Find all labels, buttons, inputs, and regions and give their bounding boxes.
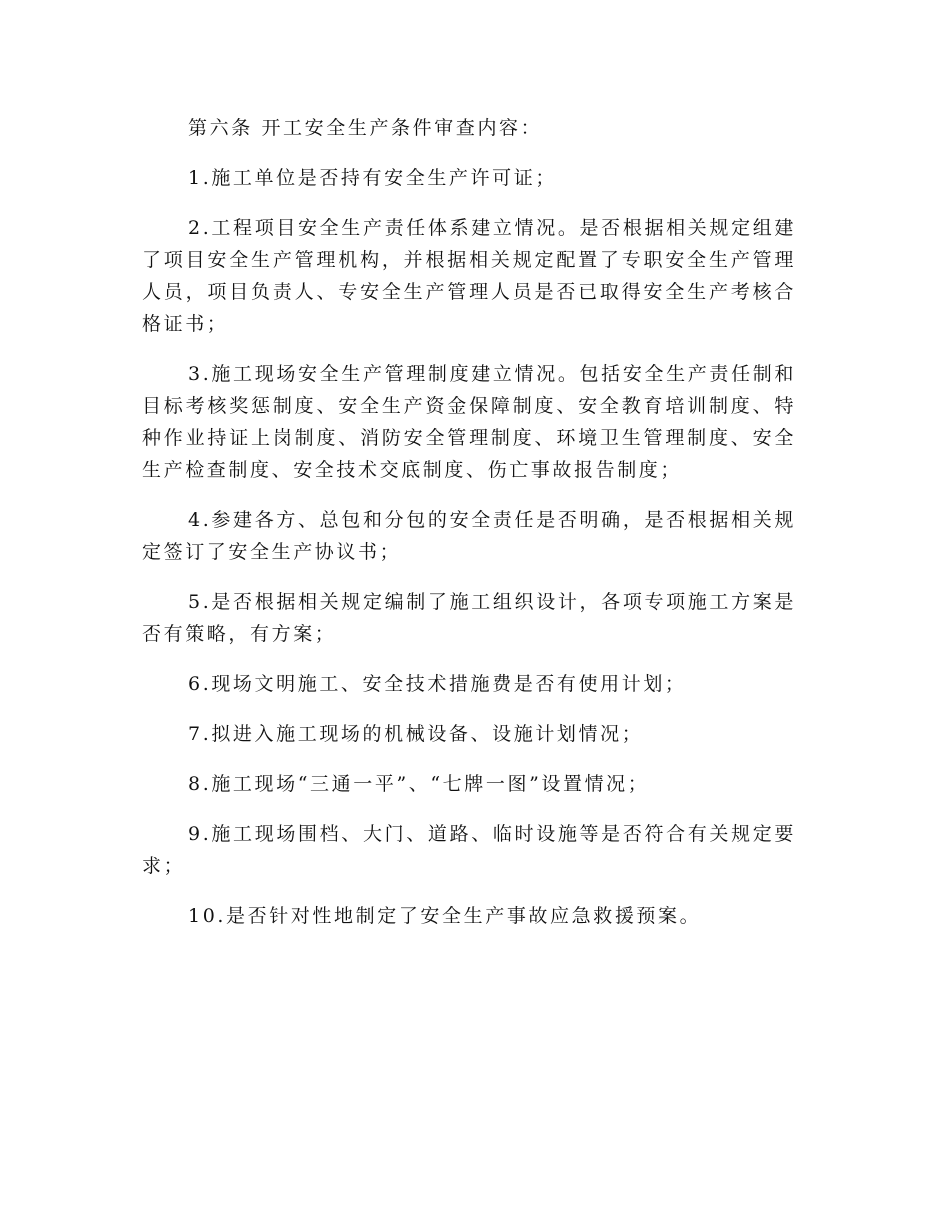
- list-item-10: 10.是否针对性地制定了安全生产事故应急救援预案。: [188, 905, 702, 927]
- list-item-2: 2.工程项目安全生产责任体系建立情况。是否根据相关规定组建了项目安全生产管理机构，并根据相关规定配置了专职安全生产管理人员，项目负责人、专安全生产管理人员是否已取得安全生产考核合格证书；: [142, 217, 796, 335]
- list-item-8: 8.施工现场“三通一平”、“七牌一图”设置情况；: [188, 773, 650, 795]
- list-item-6: 6.现场文明施工、安全技术措施费是否有使用计划；: [188, 673, 687, 695]
- list-item-1: 1.施工单位是否持有安全生产许可证；: [188, 167, 557, 189]
- document-body: [142, 112, 796, 950]
- list-item-5: 5.是否根据相关规定编制了施工组织设计，各项专项施工方案是否有策略，有方案；: [142, 591, 796, 645]
- list-item-3: 3.施工现场安全生产管理制度建立情况。包括安全生产责任制和目标考核奖惩制度、安全生产资金保障制度、安全教育培训制度、特种作业持证上岗制度、消防安全管理制度、环境卫生管理制度、安全生产检查制度、安全技术交底制度、伤亡事故报告制度；: [142, 363, 796, 481]
- list-item-7: 7.拟进入施工现场的机械设备、设施计划情况；: [188, 723, 644, 745]
- article-heading: 第六条 开工安全生产条件审查内容：: [188, 117, 543, 139]
- list-item-9: 9.施工现场围档、大门、道路、临时设施等是否符合有关规定要求；: [142, 823, 796, 877]
- list-item-4: 4.参建各方、总包和分包的安全责任是否明确，是否根据相关规定签订了安全生产协议书；: [142, 509, 796, 563]
